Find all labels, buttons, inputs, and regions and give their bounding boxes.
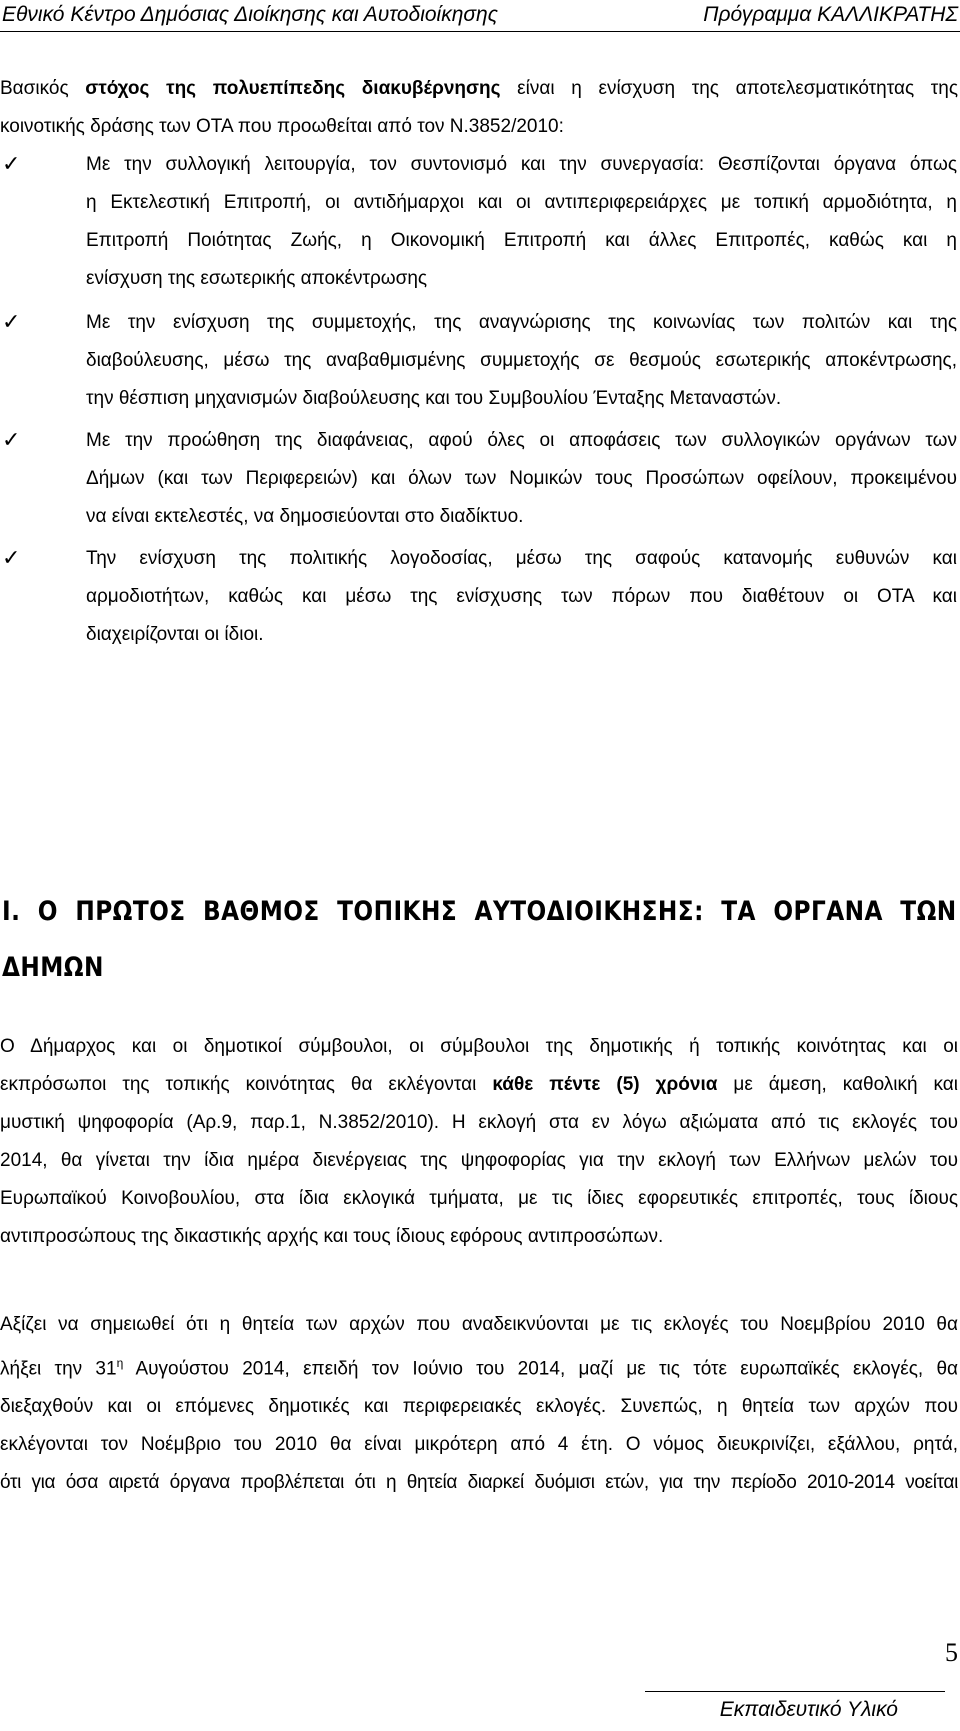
paragraph-line: διεξαχθούν και οι επόμενες δημοτικές και περιφερειακές εκλογές. Συνεπώς, η θητεία των αρχών που bbox=[0, 1396, 958, 1418]
bullet-line: να είναι εκτελεστές, να δημοσιεύονται στο διαδίκτυο. bbox=[86, 506, 524, 527]
paragraph-line: λήξει την $31^\eta$ Αυγούστου 2014, επειδή τον Ιούνιο του 2014, μαζί με τις τότε ευρωπαϊκές εκλογές, θα bbox=[0, 1356, 958, 1380]
header-left-title: Εθνικό Κέντρο Δημόσιας Διοίκησης και Αυτοδιοίκησης bbox=[2, 3, 498, 26]
bullet-line: Επιτροπή Ποιότητας Ζωής, η Οικονομική Επιτροπή και άλλες Επιτροπές, καθώς και η bbox=[86, 230, 957, 251]
intro-paragraph bbox=[0, 70, 958, 146]
checkmark-icon: ✓ bbox=[2, 310, 21, 335]
checkmark-icon: ✓ bbox=[2, 428, 21, 453]
paragraph-line: εκπρόσωποι της τοπικής κοινότητας θα εκλέγονται κάθε πέντε (5) χρόνια με άμεση, καθολική και bbox=[0, 1074, 959, 1095]
paragraph-line: 2014, θα γίνεται την ίδια ημέρα διενέργειας της ψηφοφορίας για την εκλογή των Ελλήνων μελών του bbox=[0, 1150, 958, 1171]
bullet-line: διαβούλευσης, μέσω της αναβαθμισμένης συμμετοχής σε θεσμούς εσωτερικής αποκέντρωσης, bbox=[86, 350, 957, 371]
checkmark-icon: ✓ bbox=[2, 152, 21, 177]
paragraph-line: ότι για όσα αιρετά όργανα προβλέπεται ότι η θητεία διαρκεί δυόμισι ετών, για την περίοδο 2010-2014 νοείται bbox=[0, 1472, 958, 1494]
bullet-line: αρμοδιοτήτων, καθώς και μέσω της ενίσχυσης των πόρων που διαθέτουν οι ΟΤΑ και bbox=[86, 586, 957, 607]
page-header bbox=[0, 0, 960, 32]
footer-divider bbox=[645, 1691, 945, 1692]
paragraph-line: Ο Δήμαρχος και οι δημοτικοί σύμβουλοι, οι σύμβουλοι της δημοτικής ή τοπικής κοινότητας και οι bbox=[0, 1036, 958, 1057]
intro-bold-phrase: στόχος της πολυεπίπεδης διακυβέρνησης bbox=[85, 78, 501, 99]
footer-label: Εκπαιδευτικό Υλικό bbox=[719, 1698, 898, 1721]
bullet-line: Δήμων (και των Περιφερειών) και όλων των Νομικών τους Προσώπων οφείλουν, προκειμένου bbox=[86, 468, 957, 489]
bullet-line: Την ενίσχυση της πολιτικής λογοδοσίας, μέσω της σαφούς κατανομής ευθυνών και bbox=[86, 548, 957, 569]
intro-line-1: Βασικός στόχος της πολυεπίπεδης διακυβέρνησης είναι η ενίσχυση της αποτελεσματικότητας της bbox=[0, 78, 959, 99]
bullet-line: η Εκτελεστική Επιτροπή, οι αντιδήμαρχοι και οι αντιπεριφερειάρχες με τοπική αρμοδιότητα, η bbox=[86, 192, 957, 213]
paragraph-line: Ευρωπαϊκού Κοινοβουλίου, στα ίδια εκλογικά τμήματα, με τις ίδιες εφορευτικές επιτροπές, τους ίδιους bbox=[0, 1188, 958, 1209]
bullet-line: την θέσπιση μηχανισμών διαβούλευσης και του Συμβουλίου Ένταξης Μεταναστών. bbox=[86, 388, 782, 409]
paragraph-line: εκλέγονται τον Νοέμβριο του 2010 θα είναι μικρότερη από 4 έτη. Ο νόμος διευκρινίζει, εξάλλου, ρητά, bbox=[0, 1434, 958, 1456]
section-heading-line-1: Ι. Ο ΠΡΩΤΟΣ ΒΑΘΜΟΣ ΤΟΠΙΚΗΣ ΑΥΤΟΔΙΟΙΚΗΣΗΣ: ΤΑ ΟΡΓΑΝΑ ΤΩΝ bbox=[2, 896, 957, 927]
bullet-line: διαχειρίζονται οι ίδιοι. bbox=[86, 624, 264, 645]
bullet-line: Με την συλλογική λειτουργία, τον συντονισμό και την συνεργασία: Θεσπίζονται όργανα όπως bbox=[86, 154, 957, 175]
checkmark-icon: ✓ bbox=[2, 546, 21, 571]
intro-line-2: κοινοτικής δράσης των ΟΤΑ που προωθείται από τον Ν.3852/2010: bbox=[0, 116, 564, 137]
section-heading-line-2: ΔΗΜΩΝ bbox=[2, 952, 104, 983]
bullet-line: ενίσχυση της εσωτερικής αποκέντρωσης bbox=[86, 268, 428, 289]
section-heading bbox=[2, 884, 957, 996]
bullet-line: Με την ενίσχυση της συμμετοχής, της αναγνώρισης της κοινωνίας των πολιτών και της bbox=[86, 312, 957, 333]
paragraph-term-duration bbox=[0, 1306, 958, 1502]
paragraph-line: αντιπροσώπους της δικαστικής αρχής και τους ίδιους εφόρους αντιπροσώπων. bbox=[0, 1226, 664, 1247]
bold-term: κάθε πέντε (5) χρόνια bbox=[492, 1074, 718, 1095]
paragraph-elections bbox=[0, 1028, 958, 1256]
paragraph-line: Αξίζει να σημειωθεί ότι η θητεία των αρχών που αναδεικνύονται με τις εκλογές του Νοεμβρίου 2010 θα bbox=[0, 1314, 958, 1335]
paragraph-line: μυστική ψηφοφορία (Αρ.9, παρ.1, Ν.3852/2010). Η εκλογή στα εν λόγω αξιώματα από τις εκλογές του bbox=[0, 1112, 958, 1133]
header-right-title: Πρόγραμμα ΚΑΛΛΙΚΡΑΤΗΣ bbox=[703, 3, 958, 26]
bullet-line: Με την προώθηση της διαφάνειας, αφού όλες οι αποφάσεις των συλλογικών οργάνων των bbox=[86, 430, 957, 451]
page-number: 5 bbox=[945, 1638, 958, 1667]
